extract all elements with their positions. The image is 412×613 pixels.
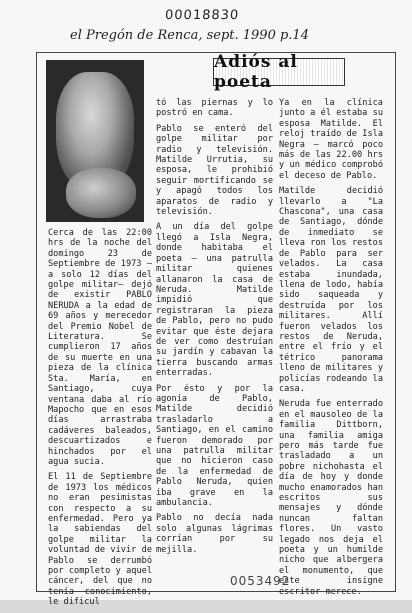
paragraph: Cerca de las 22:00 hrs de la noche del domingo 23 de Septiembre de 1973 – a solo 12 días del golpe militar– dejó de existir PABLO NERUDA a la edad de 69 años y merecedor del Premio Nobel de Literatura. Se cumplieron 17 años de su muerte en una pieza de la clínica Sta. María, en Santiago, cuya ventana daba al río Mapocho que en esos días arrastraba cadáveres baleados, descuartizados e hinchados por el agua sucia. [48,228,152,467]
article-column-2 [156,98,273,560]
article-title-box [213,52,345,92]
article-column-1 [48,228,152,613]
paragraph: Pablo se enteró del golpe militar por radio y televisión. Matilde Urrutia, su esposa, le prohibió seguir mortificando se y apagó todos los aparatos de radio y televisión. [156,123,273,218]
catalog-code: 00018830 [164,8,240,23]
paragraph: Neruda fue enterrado en el mausoleo de la familia Dittborn, una familia amiga pero más tarde fue trasladado a un pobre nichohasta el día de hoy y donde mucho enamorados han escritos sus mensajes y dónde nuncan faltan flores. Un vasto legado nos deja el poeta y un humilde nicho que albergera el monumento, que este insigne escritor merece. [279,399,383,597]
portrait-photo [46,60,144,222]
paragraph: tó las piernas y lo postró en cama. [156,98,273,119]
archive-stamp: 0053492 [230,574,291,588]
paragraph: Ya en la clínica junto a él estaba su esposa Matilde. El reloj traído de Isla Negra – marcó poco más de las 22.00 hrs y un médico comprobó el deceso de Pablo. [279,98,383,181]
paragraph: Matilde decidió llevarlo a "La Chascona", una casa de Santiago, dónde de inmediato se lleva ron los restos de Pablo para ser velados. La casa estaba inundada, llena de lodo, había sido saqueada y destruida por los militares. Allí fueron velados los restos de Neruda, entre el frío y el tétrico panorama lleno de militares y policías rodeando la casa. [279,186,383,394]
paragraph: Pablo no decía nada solo algunas lágrimas corrían por su mejilla. [156,513,273,555]
article-column-3 [279,98,383,602]
paragraph: Por ésto y por la agonía de Pablo, Matilde decidió trasladarlo a Santiago, en el camino fueron demorado por una patrulla militar que no hicieron caso de la enfermedad de Pablo Neruda, quien iba grave en la ambulancia. [156,383,273,509]
paragraph: El 11 de Septiembre de 1973 los médicos no eran pesimistas con respecto a su enfermedad. Pero ya la sabiendas del golpe militar la voluntad de vivir de Pablo se derrumbó por completo y aquel cáncer, del que no tenía conocimiento, le dificul [48,472,152,608]
article-title: Adiós al poeta [214,52,298,92]
paragraph: A un día del golpe llegó a Isla Negra, donde habitaba el poeta – una patrulla militar quienes allanaron la casa de Neruda. Matilde impidió que registraran la pieza de Pablo, pero no pudo evitar que éste dejara de ver como destruían su jardín y cabavan la tierra buscando armas enterradas. [156,222,273,379]
source-handwritten-note: el Pregón de Renca, sept. 1990 p.14 [70,28,309,43]
hand-shape [66,168,136,218]
